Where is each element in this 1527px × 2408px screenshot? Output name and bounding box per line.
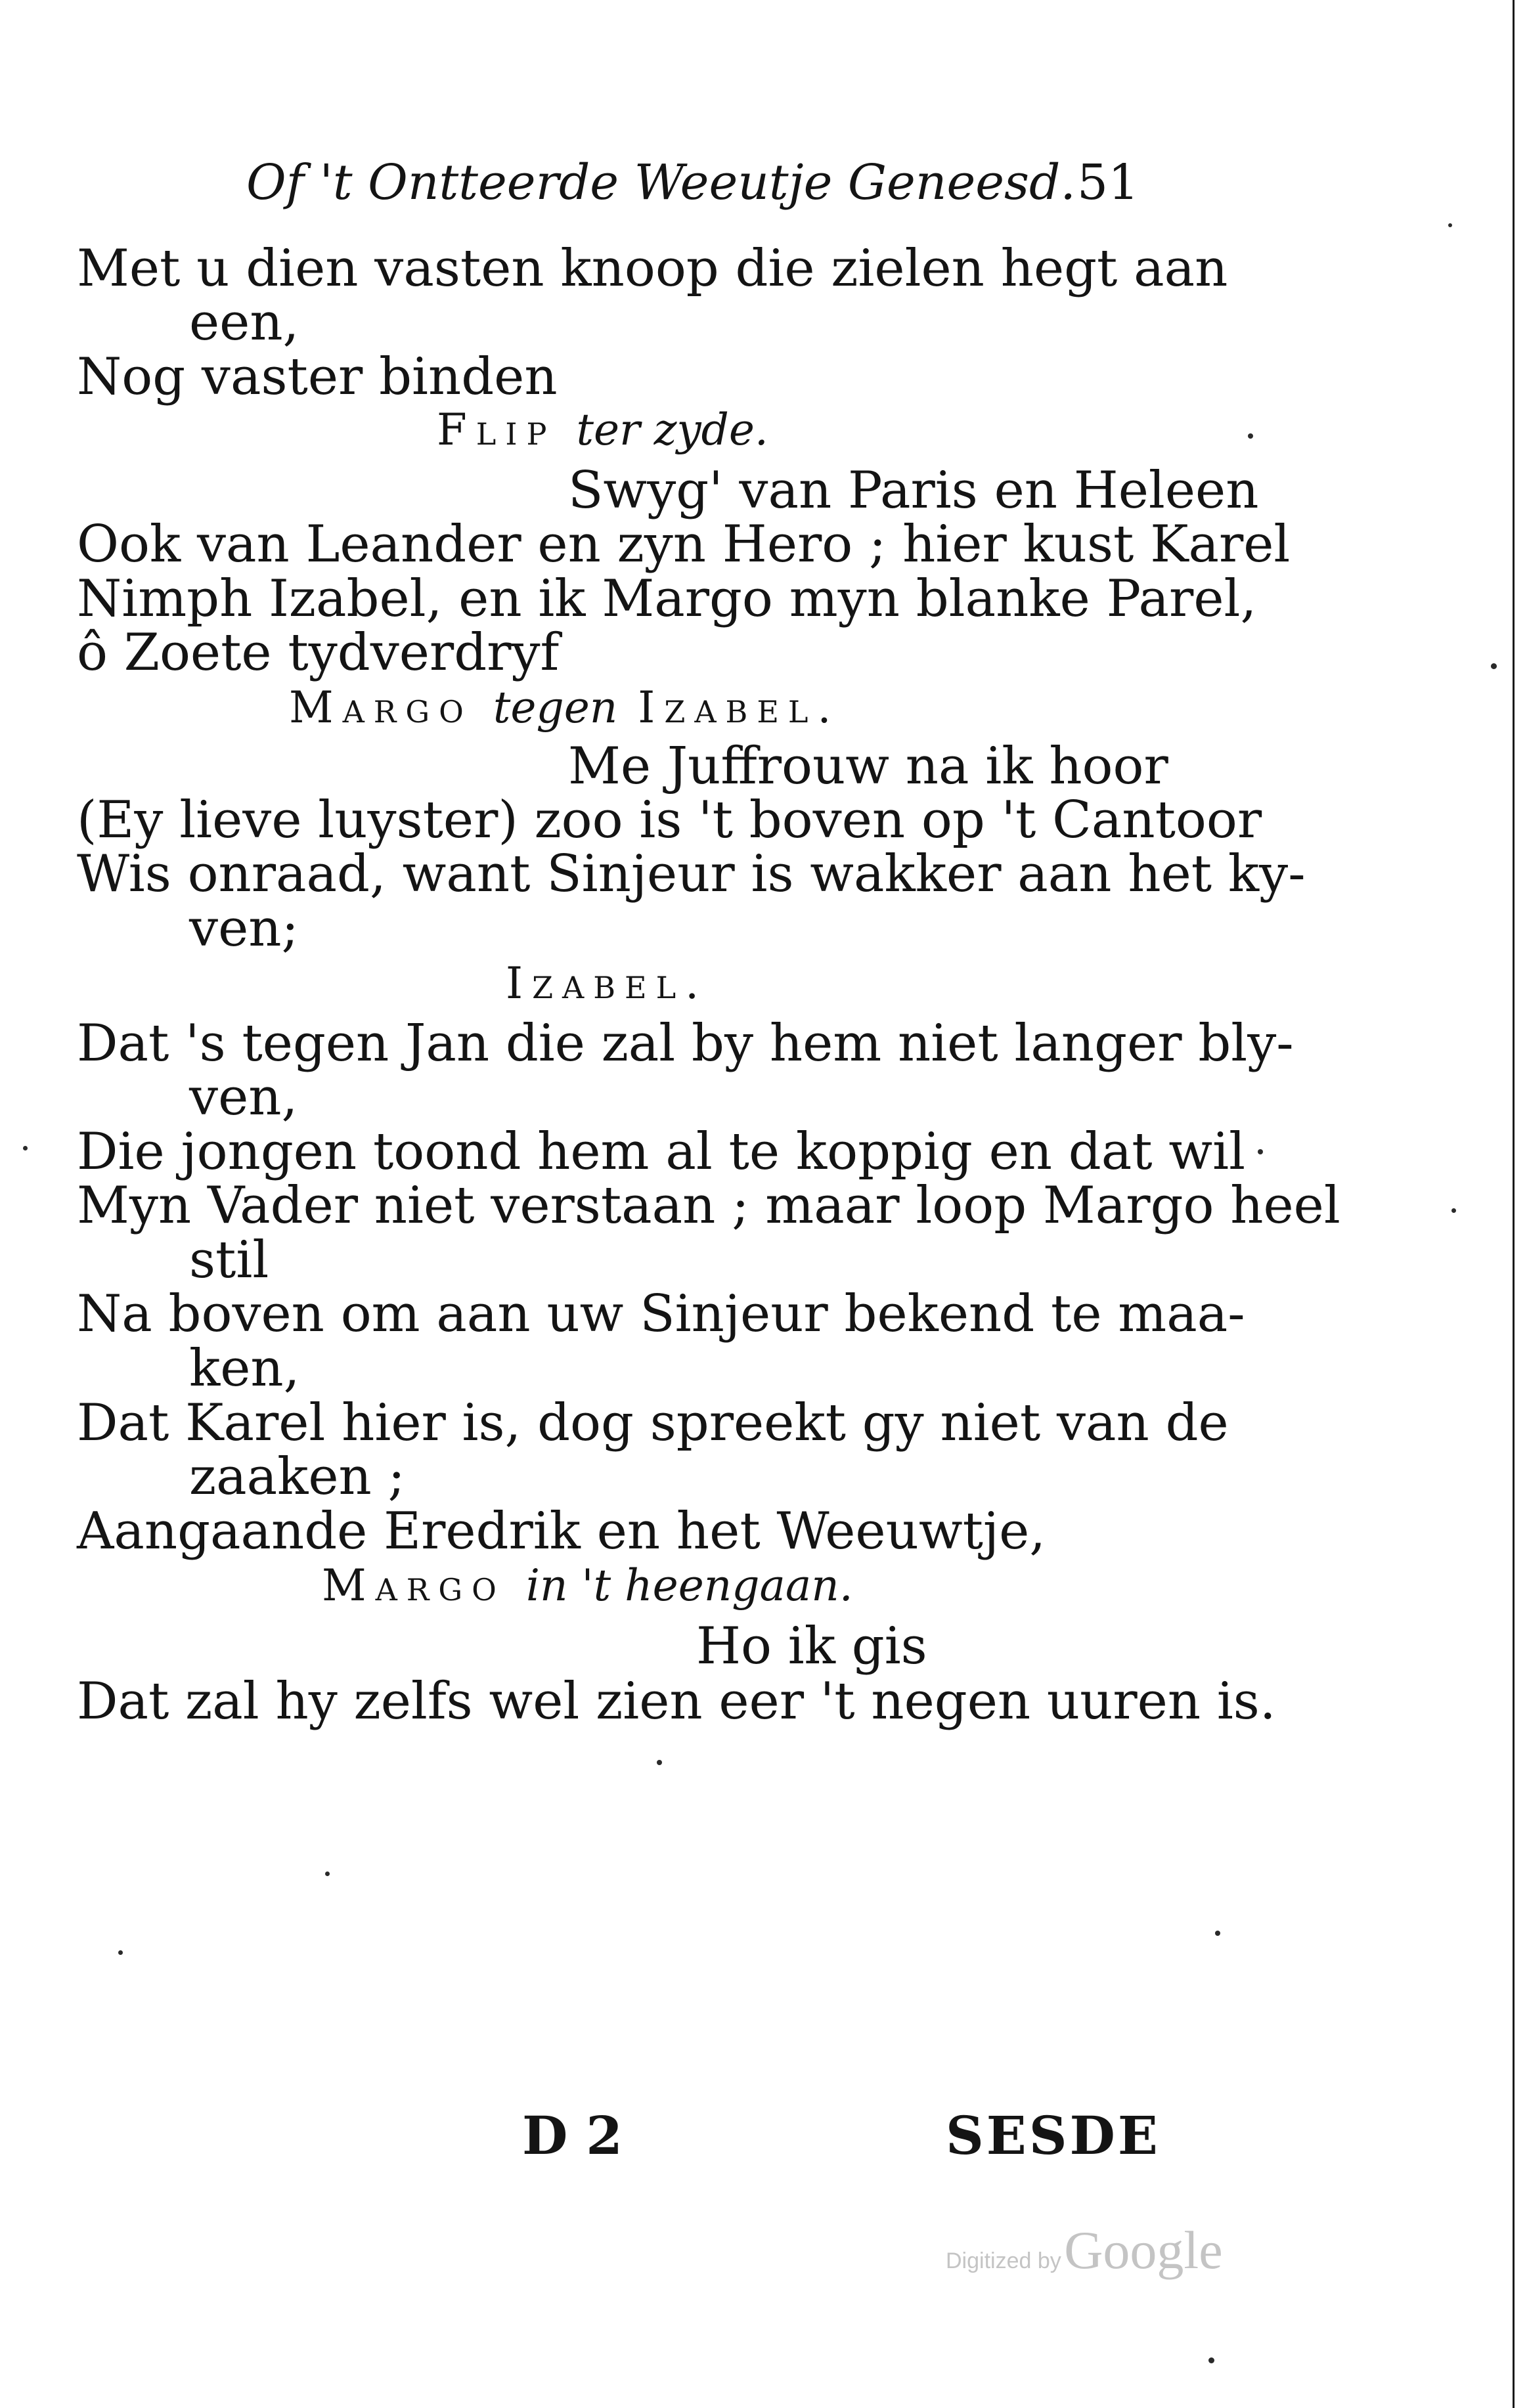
- speaker-name: Margo: [322, 1560, 506, 1611]
- watermark-prefix: Digitized by: [946, 2248, 1061, 2273]
- speaker-target: Izabel.: [638, 682, 841, 733]
- page-number: 51: [1077, 154, 1140, 211]
- stage-direction: in 't heengaan.: [525, 1560, 853, 1611]
- verse-line: Dat Karel hier is, dog spreekt gy niet van de: [77, 1393, 1229, 1453]
- verse-line: Die jongen toond hem al te koppig en dat wil: [77, 1122, 1246, 1181]
- verse-line: Swyg' van Paris en Heleen: [568, 461, 1259, 520]
- verse-line: ven,: [189, 1068, 298, 1127]
- verse-line: zaaken ;: [189, 1447, 405, 1506]
- verse-line: Dat zal hy zelfs wel zien eer 't negen uuren is.: [77, 1672, 1276, 1731]
- verse-line: Aangaande Eredrik en het Weeuwtje,: [77, 1502, 1046, 1561]
- digitized-watermark: [946, 2220, 1223, 2281]
- speaker-name: Izabel.: [506, 958, 709, 1009]
- verse-line: Dat 's tegen Jan die zal by hem niet langer bly-: [77, 1014, 1294, 1073]
- verse-line: Wis onraad, want Sinjeur is wakker aan het ky-: [77, 844, 1306, 904]
- print-speck: [1248, 433, 1253, 439]
- speaker-name: Margo: [289, 682, 473, 733]
- print-speck: [1448, 223, 1452, 227]
- verse-line: Myn Vader niet verstaan ; maar loop Margo heel: [77, 1176, 1340, 1235]
- print-speck: [325, 1872, 330, 1876]
- print-speck: [657, 1760, 662, 1765]
- verse-line: Nimph Izabel, en ik Margo myn blanke Parel,: [77, 569, 1257, 628]
- print-speck: [118, 1950, 123, 1955]
- print-speck: [23, 1146, 28, 1150]
- verse-line: Me Juffrouw na ik hoor: [568, 737, 1168, 796]
- speaker-name: Flip: [437, 405, 556, 455]
- verse-line: ken,: [189, 1339, 300, 1398]
- print-speck: [1215, 1931, 1220, 1936]
- speaker-heading-margo-exit: [322, 1560, 853, 1611]
- verse-line: ven;: [189, 899, 299, 958]
- verse-line: ô Zoete tydverdryf: [77, 623, 560, 682]
- google-logo: Google: [1064, 2220, 1223, 2280]
- verse-line: Na boven om aan uw Sinjeur bekend te maa-: [77, 1284, 1245, 1344]
- verse-line: Ho ik gis: [696, 1617, 927, 1676]
- verse-line: een,: [189, 293, 299, 352]
- signature-mark: D 2: [522, 2105, 623, 2166]
- speaker-heading-margo: [289, 682, 841, 733]
- stage-direction: ter zyde.: [576, 405, 768, 455]
- speaker-heading-flip: [437, 405, 768, 455]
- verse-line: stil: [189, 1231, 269, 1290]
- stage-direction: tegen: [493, 682, 618, 733]
- print-speck: [1258, 1149, 1263, 1154]
- print-speck: [1208, 2357, 1214, 2363]
- verse-line: (Ey lieve luyster) zoo is 't boven op 't Cantoor: [77, 791, 1262, 850]
- speaker-heading-izabel: [506, 958, 709, 1009]
- page-edge-line: [1513, 0, 1515, 2408]
- running-head-title: Of 't Ontteerde Weeutje Geneesd.: [246, 154, 1076, 211]
- print-speck: [1491, 663, 1497, 669]
- verse-line: Met u dien vasten knoop die zielen hegt aan: [77, 239, 1228, 298]
- verse-line: Ook van Leander en zyn Hero ; hier kust Karel: [77, 515, 1291, 574]
- verse-line: Nog vaster binden: [77, 347, 558, 406]
- catchword: SESDE: [946, 2105, 1161, 2166]
- print-speck: [1451, 1208, 1456, 1213]
